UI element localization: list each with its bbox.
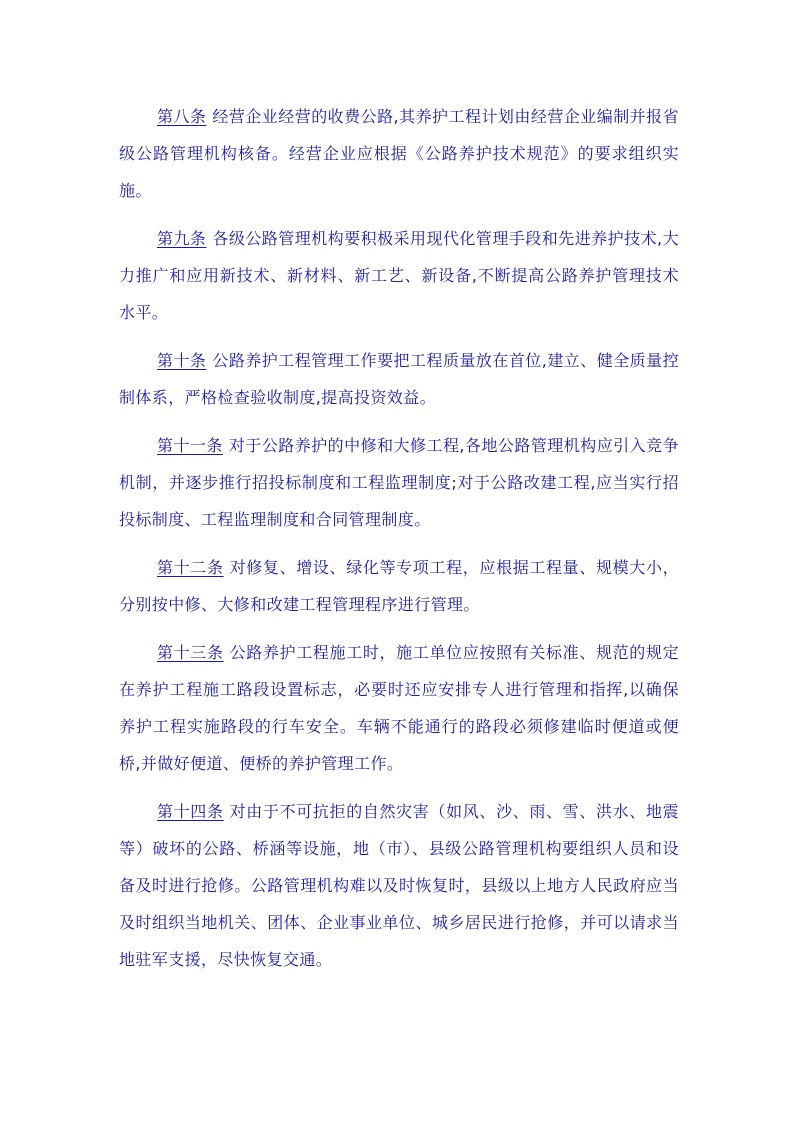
article-text: 经营企业经营的收费公路,其养护工程计划由经营企业编制并报省级公路管理机构核备。经营企业应根据《公路养护技术规范》的要求组织实施。 xyxy=(119,107,679,200)
article-text: 对修复、增设、绿化等专项工程，应根据工程量、规模大小，分别按中修、大修和改建工程管理程序进行管理。 xyxy=(119,558,679,614)
article-8 xyxy=(119,98,679,209)
article-text: 公路养护工程管理工作要把工程质量放在首位,建立、健全质量控制体系，严格检查验收制度,提高投资效益。 xyxy=(119,351,679,407)
article-12 xyxy=(119,549,679,623)
article-number-link[interactable]: 第十三条 xyxy=(157,643,224,662)
article-number-link[interactable]: 第十条 xyxy=(157,351,207,370)
article-14 xyxy=(119,793,679,978)
article-number-link[interactable]: 第九条 xyxy=(157,229,207,248)
article-number-link[interactable]: 第八条 xyxy=(157,107,207,126)
article-number-link[interactable]: 第十二条 xyxy=(157,558,224,577)
article-text: 各级公路管理机构要积极采用现代化管理手段和先进养护技术,大力推广和应用新技术、新材料、新工艺、新设备,不断提高公路养护管理技术水平。 xyxy=(119,229,679,322)
article-13 xyxy=(119,634,679,782)
article-text: 公路养护工程施工时，施工单位应按照有关标准、规范的规定在养护工程施工路段设置标志，必要时还应安排专人进行管理和指挥,以确保养护工程实施路段的行车安全。车辆不能通行的路段必须修建临时便道或便桥,并做好便道、便桥的养护管理工作。 xyxy=(119,643,679,773)
article-10 xyxy=(119,342,679,416)
document-body xyxy=(119,98,679,989)
article-11 xyxy=(119,427,679,538)
article-number-link[interactable]: 第十一条 xyxy=(157,436,223,455)
article-9 xyxy=(119,220,679,331)
article-text: 对于公路养护的中修和大修工程,各地公路管理机构应引入竞争机制，并逐步推行招投标制度和工程监理制度;对于公路改建工程,应当实行招投标制度、工程监理制度和合同管理制度。 xyxy=(119,436,679,529)
article-text: 对由于不可抗拒的自然灾害（如风、沙、雨、雪、洪水、地震等）破坏的公路、桥涵等设施，地（市）、县级公路管理机构要组织人员和设备及时进行抢修。公路管理机构难以及时恢复时，县级以上地方人民政府应当及时组织当地机关、团体、企业事业单位、城乡居民进行抢修，并可以请求当地驻军支援，尽快恢复交通。 xyxy=(119,802,679,969)
article-number-link[interactable]: 第十四条 xyxy=(157,802,224,821)
